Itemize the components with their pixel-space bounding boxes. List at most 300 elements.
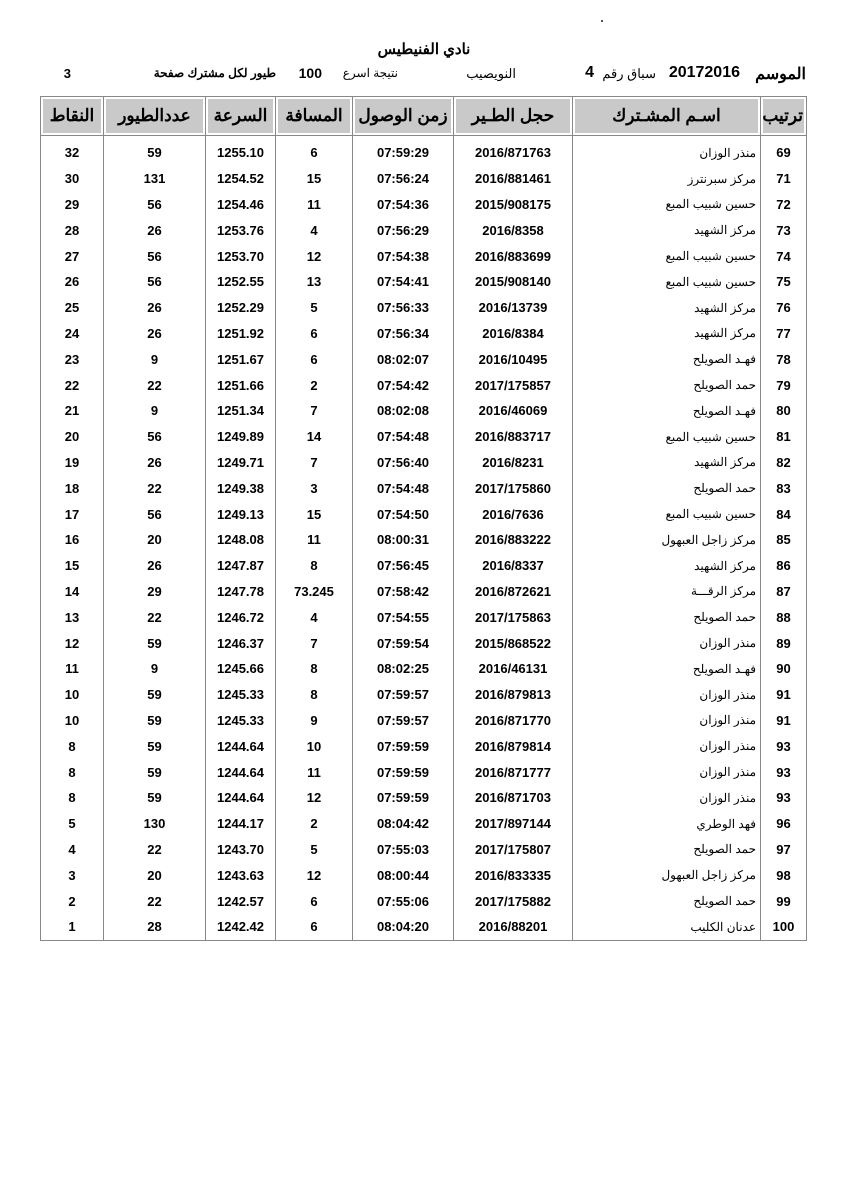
race-info — [46, 64, 806, 88]
cell-rank: 88 — [761, 604, 807, 630]
cell-rank: 96 — [761, 811, 807, 837]
cell-speed: 1255.10 — [206, 136, 276, 166]
cell-ring: 2017/175807 — [454, 837, 573, 863]
cell-name: منذر الوزان — [573, 708, 761, 734]
cell-speed: 1254.52 — [206, 166, 276, 192]
cell-arrival: 08:02:25 — [353, 656, 454, 682]
cell-birds: 9 — [104, 656, 206, 682]
cell-points: 8 — [41, 785, 104, 811]
cell-speed: 1249.38 — [206, 475, 276, 501]
header-arrival: زمن الوصول — [353, 97, 454, 136]
cell-rank: 81 — [761, 424, 807, 450]
cell-birds: 56 — [104, 192, 206, 218]
cell-points: 18 — [41, 475, 104, 501]
cell-points: 3 — [41, 862, 104, 888]
cell-birds: 9 — [104, 346, 206, 372]
table-row — [41, 656, 807, 682]
per-label: طيور لكل مشترك صفحة — [153, 66, 276, 80]
cell-name: منذر الوزان — [573, 136, 761, 166]
cell-speed: 1246.37 — [206, 630, 276, 656]
cell-speed: 1245.66 — [206, 656, 276, 682]
cell-birds: 29 — [104, 579, 206, 605]
cell-arrival: 08:04:42 — [353, 811, 454, 837]
cell-name: مركز زاجل العبهول — [573, 527, 761, 553]
table-row — [41, 269, 807, 295]
cell-ring: 2016/883717 — [454, 424, 573, 450]
cell-ring: 2016/8358 — [454, 217, 573, 243]
table-row — [41, 372, 807, 398]
cell-ring: 2016/7636 — [454, 501, 573, 527]
cell-name: حسين شبيب المبع — [573, 424, 761, 450]
fastest-label: نتيجة اسرع — [342, 66, 398, 80]
cell-ring: 2016/8231 — [454, 450, 573, 476]
cell-ring: 2016/13739 — [454, 295, 573, 321]
cell-birds: 22 — [104, 888, 206, 914]
location: النويصيب — [466, 66, 516, 81]
cell-name: حمد الصويلح — [573, 604, 761, 630]
cell-ring: 2017/175882 — [454, 888, 573, 914]
cell-arrival: 07:59:57 — [353, 682, 454, 708]
cell-speed: 1242.42 — [206, 914, 276, 940]
cell-ring: 2016/8337 — [454, 553, 573, 579]
table-row — [41, 630, 807, 656]
cell-name: حسين شبيب المبع — [573, 192, 761, 218]
table-row — [41, 579, 807, 605]
cell-points: 26 — [41, 269, 104, 295]
cell-birds: 59 — [104, 759, 206, 785]
cell-points: 16 — [41, 527, 104, 553]
cell-speed: 1251.67 — [206, 346, 276, 372]
table-row — [41, 759, 807, 785]
cell-birds: 20 — [104, 862, 206, 888]
cell-points: 5 — [41, 811, 104, 837]
race-number: 4 — [585, 64, 594, 81]
cell-speed: 1245.33 — [206, 682, 276, 708]
cell-arrival: 07:54:41 — [353, 269, 454, 295]
cell-distance: 2 — [276, 811, 353, 837]
cell-distance: 6 — [276, 321, 353, 347]
cell-arrival: 07:59:59 — [353, 759, 454, 785]
cell-points: 23 — [41, 346, 104, 372]
cell-rank: 77 — [761, 321, 807, 347]
cell-birds: 130 — [104, 811, 206, 837]
table-row — [41, 501, 807, 527]
cell-rank: 89 — [761, 630, 807, 656]
cell-ring: 2015/908175 — [454, 192, 573, 218]
cell-name: مركز الشهيد — [573, 321, 761, 347]
cell-rank: 75 — [761, 269, 807, 295]
table-row — [41, 862, 807, 888]
cell-birds: 59 — [104, 682, 206, 708]
cell-arrival: 07:59:59 — [353, 733, 454, 759]
cell-birds: 56 — [104, 424, 206, 450]
cell-speed: 1252.55 — [206, 269, 276, 295]
header-rank: ترتيب — [761, 97, 807, 136]
table-row — [41, 346, 807, 372]
table-row — [41, 475, 807, 501]
cell-distance: 8 — [276, 553, 353, 579]
cell-points: 19 — [41, 450, 104, 476]
cell-points: 20 — [41, 424, 104, 450]
race-label: سباق رقم — [602, 66, 656, 81]
cell-ring: 2017/175860 — [454, 475, 573, 501]
cell-birds: 56 — [104, 501, 206, 527]
table-row — [41, 398, 807, 424]
cell-rank: 69 — [761, 136, 807, 166]
cell-rank: 85 — [761, 527, 807, 553]
cell-distance: 8 — [276, 656, 353, 682]
cell-ring: 2016/879813 — [454, 682, 573, 708]
cell-name: منذر الوزان — [573, 785, 761, 811]
cell-name: عدنان الكليب — [573, 914, 761, 940]
cell-ring: 2016/88201 — [454, 914, 573, 940]
cell-arrival: 08:02:08 — [353, 398, 454, 424]
cell-name: مركز زاجل العبهول — [573, 862, 761, 888]
cell-name: مركز الشهيد — [573, 295, 761, 321]
cell-distance: 6 — [276, 914, 353, 940]
cell-name: حمد الصويلح — [573, 372, 761, 398]
cell-rank: 76 — [761, 295, 807, 321]
page-number: 3 — [63, 66, 71, 81]
cell-points: 28 — [41, 217, 104, 243]
cell-arrival: 07:54:55 — [353, 604, 454, 630]
cell-points: 10 — [41, 708, 104, 734]
cell-arrival: 07:54:48 — [353, 424, 454, 450]
cell-ring: 2016/872621 — [454, 579, 573, 605]
cell-points: 12 — [41, 630, 104, 656]
table-row — [41, 837, 807, 863]
table-row — [41, 321, 807, 347]
cell-birds: 59 — [104, 630, 206, 656]
cell-speed: 1244.64 — [206, 733, 276, 759]
table-row — [41, 553, 807, 579]
table-row — [41, 192, 807, 218]
club-title: نادي الفنيطيس — [377, 41, 471, 58]
cell-name: مركز الشهيد — [573, 217, 761, 243]
cell-speed: 1245.33 — [206, 708, 276, 734]
cell-distance: 15 — [276, 501, 353, 527]
cell-points: 17 — [41, 501, 104, 527]
cell-ring: 2016/883222 — [454, 527, 573, 553]
cell-points: 1 — [41, 914, 104, 940]
cell-ring: 2015/908140 — [454, 269, 573, 295]
cell-ring: 2016/871763 — [454, 136, 573, 166]
cell-birds: 20 — [104, 527, 206, 553]
table-row — [41, 682, 807, 708]
cell-speed: 1243.63 — [206, 862, 276, 888]
cell-birds: 59 — [104, 708, 206, 734]
header-row — [41, 97, 807, 136]
cell-speed: 1242.57 — [206, 888, 276, 914]
season-label: الموسم — [755, 66, 806, 83]
cell-rank: 80 — [761, 398, 807, 424]
season-value: 20172016 — [668, 64, 740, 81]
cell-distance: 6 — [276, 136, 353, 166]
header-ring: حجل الطـير — [454, 97, 573, 136]
cell-speed: 1249.13 — [206, 501, 276, 527]
cell-distance: 6 — [276, 346, 353, 372]
cell-distance: 4 — [276, 604, 353, 630]
cell-points: 27 — [41, 243, 104, 269]
table-row — [41, 914, 807, 940]
cell-birds: 59 — [104, 136, 206, 166]
cell-speed: 1247.78 — [206, 579, 276, 605]
cell-ring: 2017/897144 — [454, 811, 573, 837]
table-row — [41, 785, 807, 811]
cell-distance: 3 — [276, 475, 353, 501]
cell-points: 13 — [41, 604, 104, 630]
cell-distance: 14 — [276, 424, 353, 450]
cell-name: منذر الوزان — [573, 682, 761, 708]
cell-birds: 26 — [104, 553, 206, 579]
cell-rank: 93 — [761, 759, 807, 785]
cell-birds: 26 — [104, 450, 206, 476]
cell-speed: 1249.71 — [206, 450, 276, 476]
cell-rank: 74 — [761, 243, 807, 269]
cell-birds: 26 — [104, 295, 206, 321]
table-row — [41, 295, 807, 321]
cell-name: منذر الوزان — [573, 630, 761, 656]
cell-rank: 87 — [761, 579, 807, 605]
cell-distance: 11 — [276, 192, 353, 218]
cell-points: 32 — [41, 136, 104, 166]
cell-name: فهـد الصويلح — [573, 656, 761, 682]
header-name: اسـم المشـترك — [573, 97, 761, 136]
cell-birds: 22 — [104, 372, 206, 398]
cell-speed: 1252.29 — [206, 295, 276, 321]
cell-rank: 98 — [761, 862, 807, 888]
cell-distance: 13 — [276, 269, 353, 295]
cell-points: 22 — [41, 372, 104, 398]
table-row — [41, 733, 807, 759]
cell-distance: 8 — [276, 682, 353, 708]
cell-distance: 10 — [276, 733, 353, 759]
cell-arrival: 07:54:48 — [353, 475, 454, 501]
table-row — [41, 604, 807, 630]
cell-speed: 1251.92 — [206, 321, 276, 347]
cell-name: حسين شبيب المبع — [573, 501, 761, 527]
cell-rank: 78 — [761, 346, 807, 372]
cell-name: فهـد الصويلح — [573, 398, 761, 424]
cell-birds: 56 — [104, 243, 206, 269]
cell-arrival: 07:55:03 — [353, 837, 454, 863]
cell-arrival: 07:56:34 — [353, 321, 454, 347]
cell-points: 2 — [41, 888, 104, 914]
cell-ring: 2015/868522 — [454, 630, 573, 656]
header-speed: السرعة — [206, 97, 276, 136]
cell-rank: 97 — [761, 837, 807, 863]
cell-points: 21 — [41, 398, 104, 424]
cell-speed: 1253.70 — [206, 243, 276, 269]
table-row — [41, 217, 807, 243]
cell-points: 4 — [41, 837, 104, 863]
cell-distance: 6 — [276, 888, 353, 914]
cell-rank: 71 — [761, 166, 807, 192]
cell-distance: 12 — [276, 785, 353, 811]
cell-birds: 9 — [104, 398, 206, 424]
cell-points: 24 — [41, 321, 104, 347]
cell-ring: 2016/833335 — [454, 862, 573, 888]
cell-distance: 7 — [276, 398, 353, 424]
cell-birds: 59 — [104, 733, 206, 759]
cell-name: حسين شبيب المبع — [573, 243, 761, 269]
cell-arrival: 07:54:36 — [353, 192, 454, 218]
cell-points: 11 — [41, 656, 104, 682]
table-row — [41, 166, 807, 192]
table-row — [41, 243, 807, 269]
cell-speed: 1253.76 — [206, 217, 276, 243]
cell-distance: 12 — [276, 862, 353, 888]
cell-distance: 9 — [276, 708, 353, 734]
cell-points: 8 — [41, 759, 104, 785]
cell-name: حسين شبيب المبع — [573, 269, 761, 295]
cell-arrival: 07:59:29 — [353, 136, 454, 166]
cell-rank: 91 — [761, 708, 807, 734]
cell-distance: 5 — [276, 837, 353, 863]
cell-arrival: 08:00:44 — [353, 862, 454, 888]
table-row — [41, 708, 807, 734]
cell-name: حمد الصويلح — [573, 837, 761, 863]
cell-speed: 1244.64 — [206, 785, 276, 811]
cell-arrival: 07:59:57 — [353, 708, 454, 734]
stray-dot — [601, 20, 603, 22]
cell-arrival: 07:59:59 — [353, 785, 454, 811]
cell-birds: 22 — [104, 475, 206, 501]
cell-points: 29 — [41, 192, 104, 218]
cell-name: مركز الرقـــة — [573, 579, 761, 605]
cell-ring: 2016/871770 — [454, 708, 573, 734]
cell-speed: 1244.64 — [206, 759, 276, 785]
cell-distance: 12 — [276, 243, 353, 269]
cell-ring: 2016/46131 — [454, 656, 573, 682]
cell-distance: 73.245 — [276, 579, 353, 605]
cell-distance: 7 — [276, 450, 353, 476]
cell-name: مركز الشهيد — [573, 553, 761, 579]
cell-arrival: 07:56:24 — [353, 166, 454, 192]
cell-rank: 72 — [761, 192, 807, 218]
cell-arrival: 07:56:29 — [353, 217, 454, 243]
table-row — [41, 424, 807, 450]
cell-rank: 79 — [761, 372, 807, 398]
cell-distance: 11 — [276, 759, 353, 785]
cell-distance: 4 — [276, 217, 353, 243]
cell-ring: 2016/879814 — [454, 733, 573, 759]
cell-points: 25 — [41, 295, 104, 321]
cell-distance: 2 — [276, 372, 353, 398]
cell-rank: 84 — [761, 501, 807, 527]
cell-ring: 2016/871777 — [454, 759, 573, 785]
cell-distance: 15 — [276, 166, 353, 192]
cell-birds: 22 — [104, 837, 206, 863]
cell-speed: 1251.66 — [206, 372, 276, 398]
cell-arrival: 07:55:06 — [353, 888, 454, 914]
header-birds: عددالطيور — [104, 97, 206, 136]
cell-arrival: 07:56:33 — [353, 295, 454, 321]
cell-birds: 59 — [104, 785, 206, 811]
cell-arrival: 07:56:40 — [353, 450, 454, 476]
cell-rank: 100 — [761, 914, 807, 940]
cell-speed: 1246.72 — [206, 604, 276, 630]
cell-name: فهـد الصويلح — [573, 346, 761, 372]
cell-ring: 2016/10495 — [454, 346, 573, 372]
cell-ring: 2017/175857 — [454, 372, 573, 398]
cell-arrival: 08:02:07 — [353, 346, 454, 372]
cell-ring: 2017/175863 — [454, 604, 573, 630]
cell-speed: 1248.08 — [206, 527, 276, 553]
cell-birds: 28 — [104, 914, 206, 940]
cell-ring: 2016/883699 — [454, 243, 573, 269]
cell-points: 15 — [41, 553, 104, 579]
cell-ring: 2016/8384 — [454, 321, 573, 347]
cell-birds: 22 — [104, 604, 206, 630]
cell-rank: 86 — [761, 553, 807, 579]
cell-rank: 90 — [761, 656, 807, 682]
cell-rank: 99 — [761, 888, 807, 914]
cell-name: فهد الوطري — [573, 811, 761, 837]
cell-rank: 93 — [761, 785, 807, 811]
cell-points: 14 — [41, 579, 104, 605]
cell-points: 30 — [41, 166, 104, 192]
cell-points: 8 — [41, 733, 104, 759]
cell-name: مركز الشهيد — [573, 450, 761, 476]
cell-name: منذر الوزان — [573, 759, 761, 785]
cell-arrival: 07:56:45 — [353, 553, 454, 579]
cell-distance: 5 — [276, 295, 353, 321]
table-row — [41, 888, 807, 914]
cell-rank: 93 — [761, 733, 807, 759]
cell-birds: 131 — [104, 166, 206, 192]
cell-speed: 1249.89 — [206, 424, 276, 450]
cell-distance: 7 — [276, 630, 353, 656]
fastest-value: 100 — [298, 65, 322, 81]
header-distance: المسافة — [276, 97, 353, 136]
cell-speed: 1244.17 — [206, 811, 276, 837]
table-row — [41, 527, 807, 553]
cell-rank: 73 — [761, 217, 807, 243]
cell-ring: 2016/871703 — [454, 785, 573, 811]
cell-name: حمد الصويلح — [573, 888, 761, 914]
cell-points: 10 — [41, 682, 104, 708]
cell-arrival: 08:00:31 — [353, 527, 454, 553]
cell-rank: 82 — [761, 450, 807, 476]
cell-rank: 91 — [761, 682, 807, 708]
cell-rank: 83 — [761, 475, 807, 501]
cell-arrival: 07:54:38 — [353, 243, 454, 269]
cell-birds: 26 — [104, 321, 206, 347]
table-row — [41, 450, 807, 476]
cell-speed: 1243.70 — [206, 837, 276, 863]
cell-speed: 1254.46 — [206, 192, 276, 218]
cell-birds: 56 — [104, 269, 206, 295]
cell-name: منذر الوزان — [573, 733, 761, 759]
cell-name: حمد الصويلح — [573, 475, 761, 501]
cell-arrival: 07:54:50 — [353, 501, 454, 527]
cell-ring: 2016/46069 — [454, 398, 573, 424]
header-points: النقاط — [41, 97, 104, 136]
cell-arrival: 07:54:42 — [353, 372, 454, 398]
cell-ring: 2016/881461 — [454, 166, 573, 192]
cell-speed: 1251.34 — [206, 398, 276, 424]
cell-arrival: 07:58:42 — [353, 579, 454, 605]
cell-name: مركز سبرنترز — [573, 166, 761, 192]
results-table — [40, 96, 807, 941]
cell-distance: 11 — [276, 527, 353, 553]
table-row — [41, 811, 807, 837]
cell-arrival: 08:04:20 — [353, 914, 454, 940]
cell-speed: 1247.87 — [206, 553, 276, 579]
cell-arrival: 07:59:54 — [353, 630, 454, 656]
table-row — [41, 136, 807, 166]
